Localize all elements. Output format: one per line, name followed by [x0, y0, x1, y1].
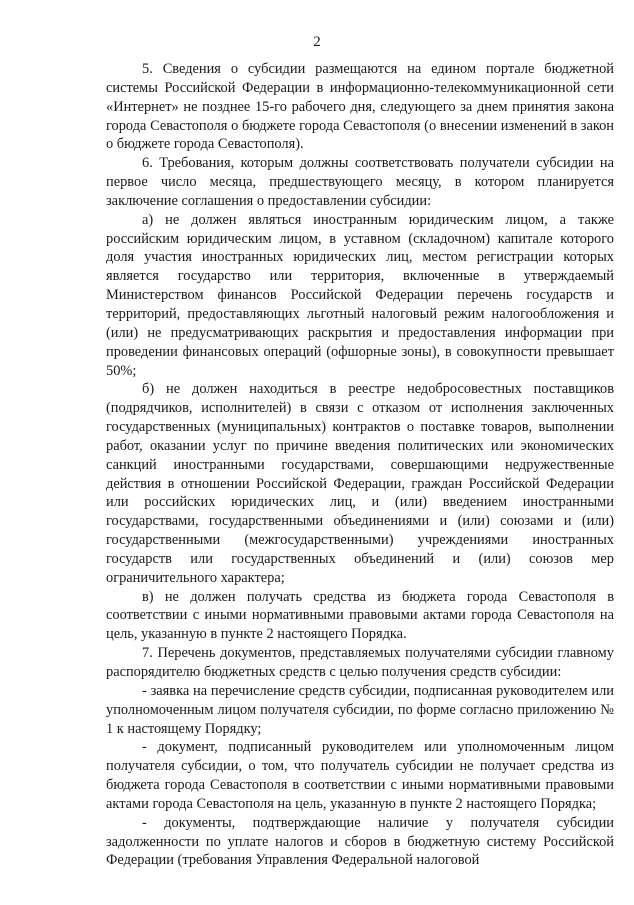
list-item-tax-documents: - документы, подтверждающие наличие у получателя субсидии задолженности по уплате налогов и сборов в бюджетную систему Российской Федерации (требования Управления Федеральной налоговой: [106, 814, 614, 869]
page-number: 2: [313, 34, 321, 50]
paragraph-6a: а) не должен являться иностранным юридическим лицом, а также российским юридическим лицом, в уставном (складочном) капитале которого доля участия иностранных юридических лиц, местом регистрации которых является государство или территория, включенные в утверждаемый Министерством финансов Российской Федерации перечень государств и территорий, предоставляющих льготный налоговый режим налогообложения и (или) не предусматривающих раскрытия и предоставления информации при проведении финансовых операций (офшорные зоны), в совокупности превышает 50%;: [106, 211, 614, 379]
paragraph-7-documents: 7. Перечень документов, представляемых получателями субсидии главному распорядителю бюджетных средств с целью получения средств субсидии:: [106, 645, 614, 680]
list-item-signed-document: - документ, подписанный руководителем или уполномоченным лицом получателя субсидии, о том, что получатель субсидии не получает средства из бюджета города Севастополя в соответствии с иными нормативными правовыми актами города Севастополя на цель, указанную в пункте 2 настоящего Порядка;: [106, 739, 614, 812]
paragraph-6-requirements: 6. Требования, которым должны соответствовать получатели субсидии на первое число месяца, предшествующего месяцу, в котором планируется заключение соглашения о предоставлении субсидии:: [106, 155, 614, 209]
list-item-application: - заявка на перечисление средств субсидии, подписанная руководителем или уполномоченным лицом получателя субсидии, по форме согласно приложению № 1 к настоящему Порядку;: [106, 682, 614, 737]
document-body: [106, 60, 614, 870]
paragraph-6v: в) не должен получать средства из бюджета города Севастополя в соответствии с иными нормативными правовыми актами города Севастополя на цель, указанную в пункте 2 настоящего Порядка.: [106, 588, 614, 643]
paragraph-5-subsidy-info: 5. Сведения о субсидии размещаются на едином портале бюджетной системы Российской Федерации в информационно-телекоммуникационной сети «Интернет» не позднее 15-го рабочего дня, следующего за днем принятия закона города Севастополя о бюджете города Севастополя (о внесении изменений в закон о бюджете города Севастополя).: [106, 61, 614, 153]
paragraph-6b: б) не должен находиться в реестре недобросовестных поставщиков (подрядчиков, исполнителей) в связи с отказом от исполнения заключенных государственных (муниципальных) контрактов о поставке товаров, выполнении работ, оказании услуг по причине введения политических или экономических санкций иностранными государствами, совершающими недружественные действия в отношении Российской Федерации, граждан Российской Федерации или российских юридических лиц, и (или) введением иностранными государствами, государственными объединениями и (или) союзами и (или) государственными (межгосударственными) учреждениями иностранных государств или государственных объединений и (или) союзов мер ограничительного характера;: [106, 381, 614, 586]
